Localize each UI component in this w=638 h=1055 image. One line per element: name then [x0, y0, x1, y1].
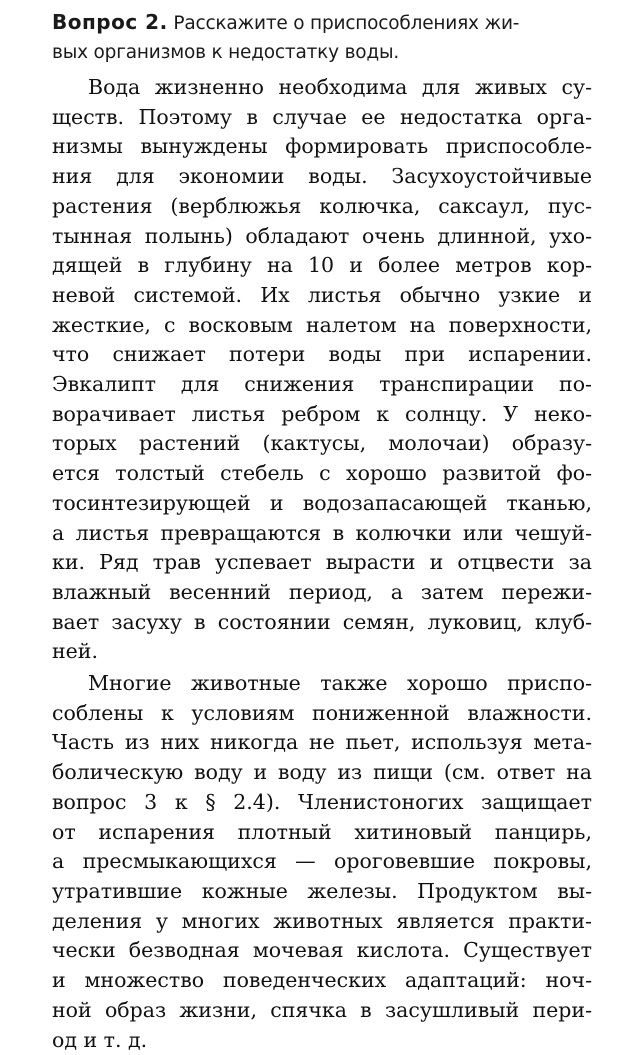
- answer-paragraph-animals: [52, 669, 592, 1055]
- text-line: растения (верблюжья колючка, саксаул, пус-: [52, 192, 592, 222]
- text-line: чески безводная мочевая кислота. Существует: [52, 936, 592, 966]
- text-line: тынная полынь) обладают очень длинной, ухо-: [52, 222, 592, 252]
- question-text: Расскажите о приспособлениях жи-: [168, 13, 520, 34]
- text-line: а пресмыкающихся — ороговевшие покровы,: [52, 847, 592, 877]
- text-line: ки. Ряд трав успевает вырасти и отцвести за: [52, 548, 592, 578]
- text-line: от испарения плотный хитиновый панцирь,: [52, 818, 592, 848]
- text-line: торых растений (кактусы, молочаи) образу-: [52, 429, 592, 459]
- text-line: деления у многих животных является практи-: [52, 907, 592, 937]
- text-line: вопрос 3 к § 2.4). Членистоногих защищает: [52, 788, 592, 818]
- document-page: [52, 8, 592, 1055]
- text-line: ворачивает листья ребром к солнцу. У неко-: [52, 400, 592, 430]
- text-line: дящей в глубину на 10 и более метров кор-: [52, 251, 592, 281]
- text-line: что снижает потери воды при испарении.: [52, 340, 592, 370]
- question-label: Вопрос 2.: [52, 10, 168, 34]
- question-line-2: вых организмов к недостатку воды.: [52, 38, 592, 67]
- text-line: тосинтезирующей и водозапасающей тканью,: [52, 489, 592, 519]
- text-line: Многие животные также хорошо приспо-: [52, 669, 592, 699]
- answer-paragraph-plants: [52, 73, 592, 667]
- text-line: ной образ жизни, спячка в засушливый пери-: [52, 996, 592, 1026]
- text-line: невой системой. Их листья обычно узкие и: [52, 281, 592, 311]
- text-line: болическую воду и воду из пищи (см. ответ на: [52, 758, 592, 788]
- text-line: ния для экономии воды. Засухоустойчивые: [52, 162, 592, 192]
- question-block: [52, 8, 592, 67]
- text-line: утратившие кожные железы. Продуктом вы-: [52, 877, 592, 907]
- text-line: ществ. Поэтому в случае ее недостатка орга-: [52, 103, 592, 133]
- text-line: Вода жизненно необходима для живых су-: [52, 73, 592, 103]
- text-line: и множество поведенческих адаптаций: ноч-: [52, 966, 592, 996]
- question-line-1: [52, 8, 592, 38]
- text-line: од и т. д.: [52, 1026, 592, 1055]
- text-line: ней.: [52, 637, 592, 667]
- text-line: а листья превращаются в колючки или чешуй-: [52, 519, 592, 549]
- text-line: вает засуху в состоянии семян, луковиц, клуб-: [52, 608, 592, 638]
- text-line: ется толстый стебель с хорошо развитой фо-: [52, 459, 592, 489]
- text-line: влажный весенний период, а затем пережи-: [52, 578, 592, 608]
- text-line: низмы вынуждены формировать приспособле-: [52, 132, 592, 162]
- text-line: соблены к условиям пониженной влажности.: [52, 699, 592, 729]
- text-line: Эвкалипт для снижения транспирации по-: [52, 370, 592, 400]
- text-line: Часть из них никогда не пьет, используя мета-: [52, 728, 592, 758]
- answer-block: [52, 73, 592, 1055]
- text-line: жесткие, с восковым налетом на поверхности,: [52, 311, 592, 341]
